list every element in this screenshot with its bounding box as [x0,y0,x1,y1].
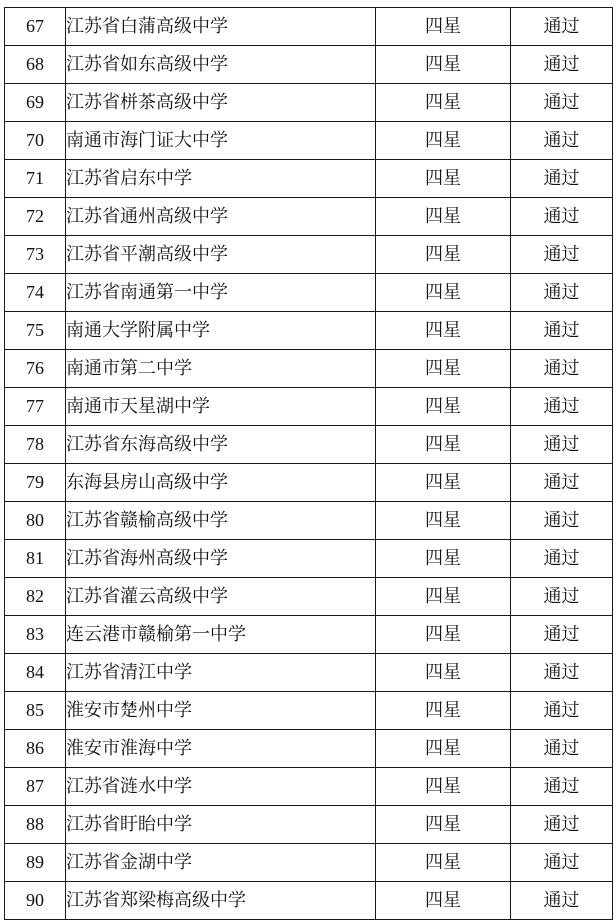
star-rating-cell: 四星 [376,198,511,236]
school-name-cell: 江苏省海州高级中学 [66,540,376,578]
review-result-cell: 通过 [511,806,613,844]
school-name-cell: 江苏省南通第一中学 [66,274,376,312]
table-row [5,730,613,768]
star-rating-cell: 四星 [376,806,511,844]
star-rating-cell: 四星 [376,882,511,920]
table-row [5,236,613,274]
school-name-cell: 江苏省赣榆高级中学 [66,502,376,540]
row-number-cell: 70 [5,122,66,160]
review-result-cell: 通过 [511,654,613,692]
review-result-cell: 通过 [511,502,613,540]
row-number-cell: 86 [5,730,66,768]
star-rating-cell: 四星 [376,426,511,464]
table-row [5,84,613,122]
row-number-cell: 81 [5,540,66,578]
row-number-cell: 72 [5,198,66,236]
review-result-cell: 通过 [511,236,613,274]
school-name-cell: 江苏省如东高级中学 [66,46,376,84]
review-result-cell: 通过 [511,122,613,160]
school-name-cell: 江苏省启东中学 [66,160,376,198]
review-result-cell: 通过 [511,768,613,806]
school-name-cell: 江苏省平潮高级中学 [66,236,376,274]
star-rating-cell: 四星 [376,122,511,160]
star-rating-cell: 四星 [376,464,511,502]
row-number-cell: 88 [5,806,66,844]
row-number-cell: 85 [5,692,66,730]
row-number-cell: 80 [5,502,66,540]
review-result-cell: 通过 [511,8,613,46]
school-name-cell: 江苏省涟水中学 [66,768,376,806]
row-number-cell: 83 [5,616,66,654]
row-number-cell: 78 [5,426,66,464]
row-number-cell: 79 [5,464,66,502]
school-name-cell: 江苏省白蒲高级中学 [66,8,376,46]
table-row [5,274,613,312]
review-result-cell: 通过 [511,882,613,920]
table-row [5,46,613,84]
school-name-cell: 南通市天星湖中学 [66,388,376,426]
star-rating-cell: 四星 [376,350,511,388]
table-row [5,388,613,426]
school-name-cell: 江苏省清江中学 [66,654,376,692]
row-number-cell: 84 [5,654,66,692]
row-number-cell: 71 [5,160,66,198]
review-result-cell: 通过 [511,312,613,350]
table-row [5,198,613,236]
review-result-cell: 通过 [511,274,613,312]
star-rating-cell: 四星 [376,84,511,122]
star-rating-cell: 四星 [376,236,511,274]
school-name-cell: 淮安市淮海中学 [66,730,376,768]
table-row [5,806,613,844]
review-result-cell: 通过 [511,84,613,122]
table-row [5,692,613,730]
table-row [5,426,613,464]
row-number-cell: 67 [5,8,66,46]
review-result-cell: 通过 [511,730,613,768]
school-name-cell: 江苏省盱眙中学 [66,806,376,844]
row-number-cell: 87 [5,768,66,806]
school-name-cell: 连云港市赣榆第一中学 [66,616,376,654]
row-number-cell: 76 [5,350,66,388]
review-result-cell: 通过 [511,160,613,198]
row-number-cell: 68 [5,46,66,84]
school-name-cell: 淮安市楚州中学 [66,692,376,730]
row-number-cell: 74 [5,274,66,312]
row-number-cell: 69 [5,84,66,122]
table-row [5,578,613,616]
school-name-cell: 江苏省郑梁梅高级中学 [66,882,376,920]
row-number-cell: 82 [5,578,66,616]
table-row [5,540,613,578]
school-list-table [4,7,613,920]
review-result-cell: 通过 [511,198,613,236]
table-row [5,502,613,540]
table-row [5,844,613,882]
star-rating-cell: 四星 [376,730,511,768]
star-rating-cell: 四星 [376,46,511,84]
table-row [5,160,613,198]
table-row [5,464,613,502]
school-name-cell: 江苏省灌云高级中学 [66,578,376,616]
school-name-cell: 江苏省栟茶高级中学 [66,84,376,122]
star-rating-cell: 四星 [376,312,511,350]
school-name-cell: 南通市海门证大中学 [66,122,376,160]
table-row [5,312,613,350]
row-number-cell: 77 [5,388,66,426]
review-result-cell: 通过 [511,464,613,502]
review-result-cell: 通过 [511,540,613,578]
table-row [5,882,613,920]
star-rating-cell: 四星 [376,578,511,616]
star-rating-cell: 四星 [376,844,511,882]
school-name-cell: 南通市第二中学 [66,350,376,388]
row-number-cell: 89 [5,844,66,882]
school-name-cell: 江苏省金湖中学 [66,844,376,882]
table-row [5,616,613,654]
row-number-cell: 90 [5,882,66,920]
review-result-cell: 通过 [511,578,613,616]
table-row [5,350,613,388]
school-name-cell: 江苏省通州高级中学 [66,198,376,236]
star-rating-cell: 四星 [376,274,511,312]
school-name-cell: 江苏省东海高级中学 [66,426,376,464]
star-rating-cell: 四星 [376,616,511,654]
review-result-cell: 通过 [511,388,613,426]
table-row [5,768,613,806]
star-rating-cell: 四星 [376,8,511,46]
row-number-cell: 75 [5,312,66,350]
review-result-cell: 通过 [511,692,613,730]
star-rating-cell: 四星 [376,388,511,426]
star-rating-cell: 四星 [376,160,511,198]
table-row [5,122,613,160]
table-row [5,654,613,692]
table-body [5,8,613,920]
table-row [5,8,613,46]
school-name-cell: 南通大学附属中学 [66,312,376,350]
review-result-cell: 通过 [511,616,613,654]
review-result-cell: 通过 [511,426,613,464]
review-result-cell: 通过 [511,844,613,882]
row-number-cell: 73 [5,236,66,274]
school-list-table-container [4,7,612,920]
star-rating-cell: 四星 [376,768,511,806]
star-rating-cell: 四星 [376,540,511,578]
school-name-cell: 东海县房山高级中学 [66,464,376,502]
review-result-cell: 通过 [511,350,613,388]
star-rating-cell: 四星 [376,654,511,692]
star-rating-cell: 四星 [376,692,511,730]
star-rating-cell: 四星 [376,502,511,540]
review-result-cell: 通过 [511,46,613,84]
